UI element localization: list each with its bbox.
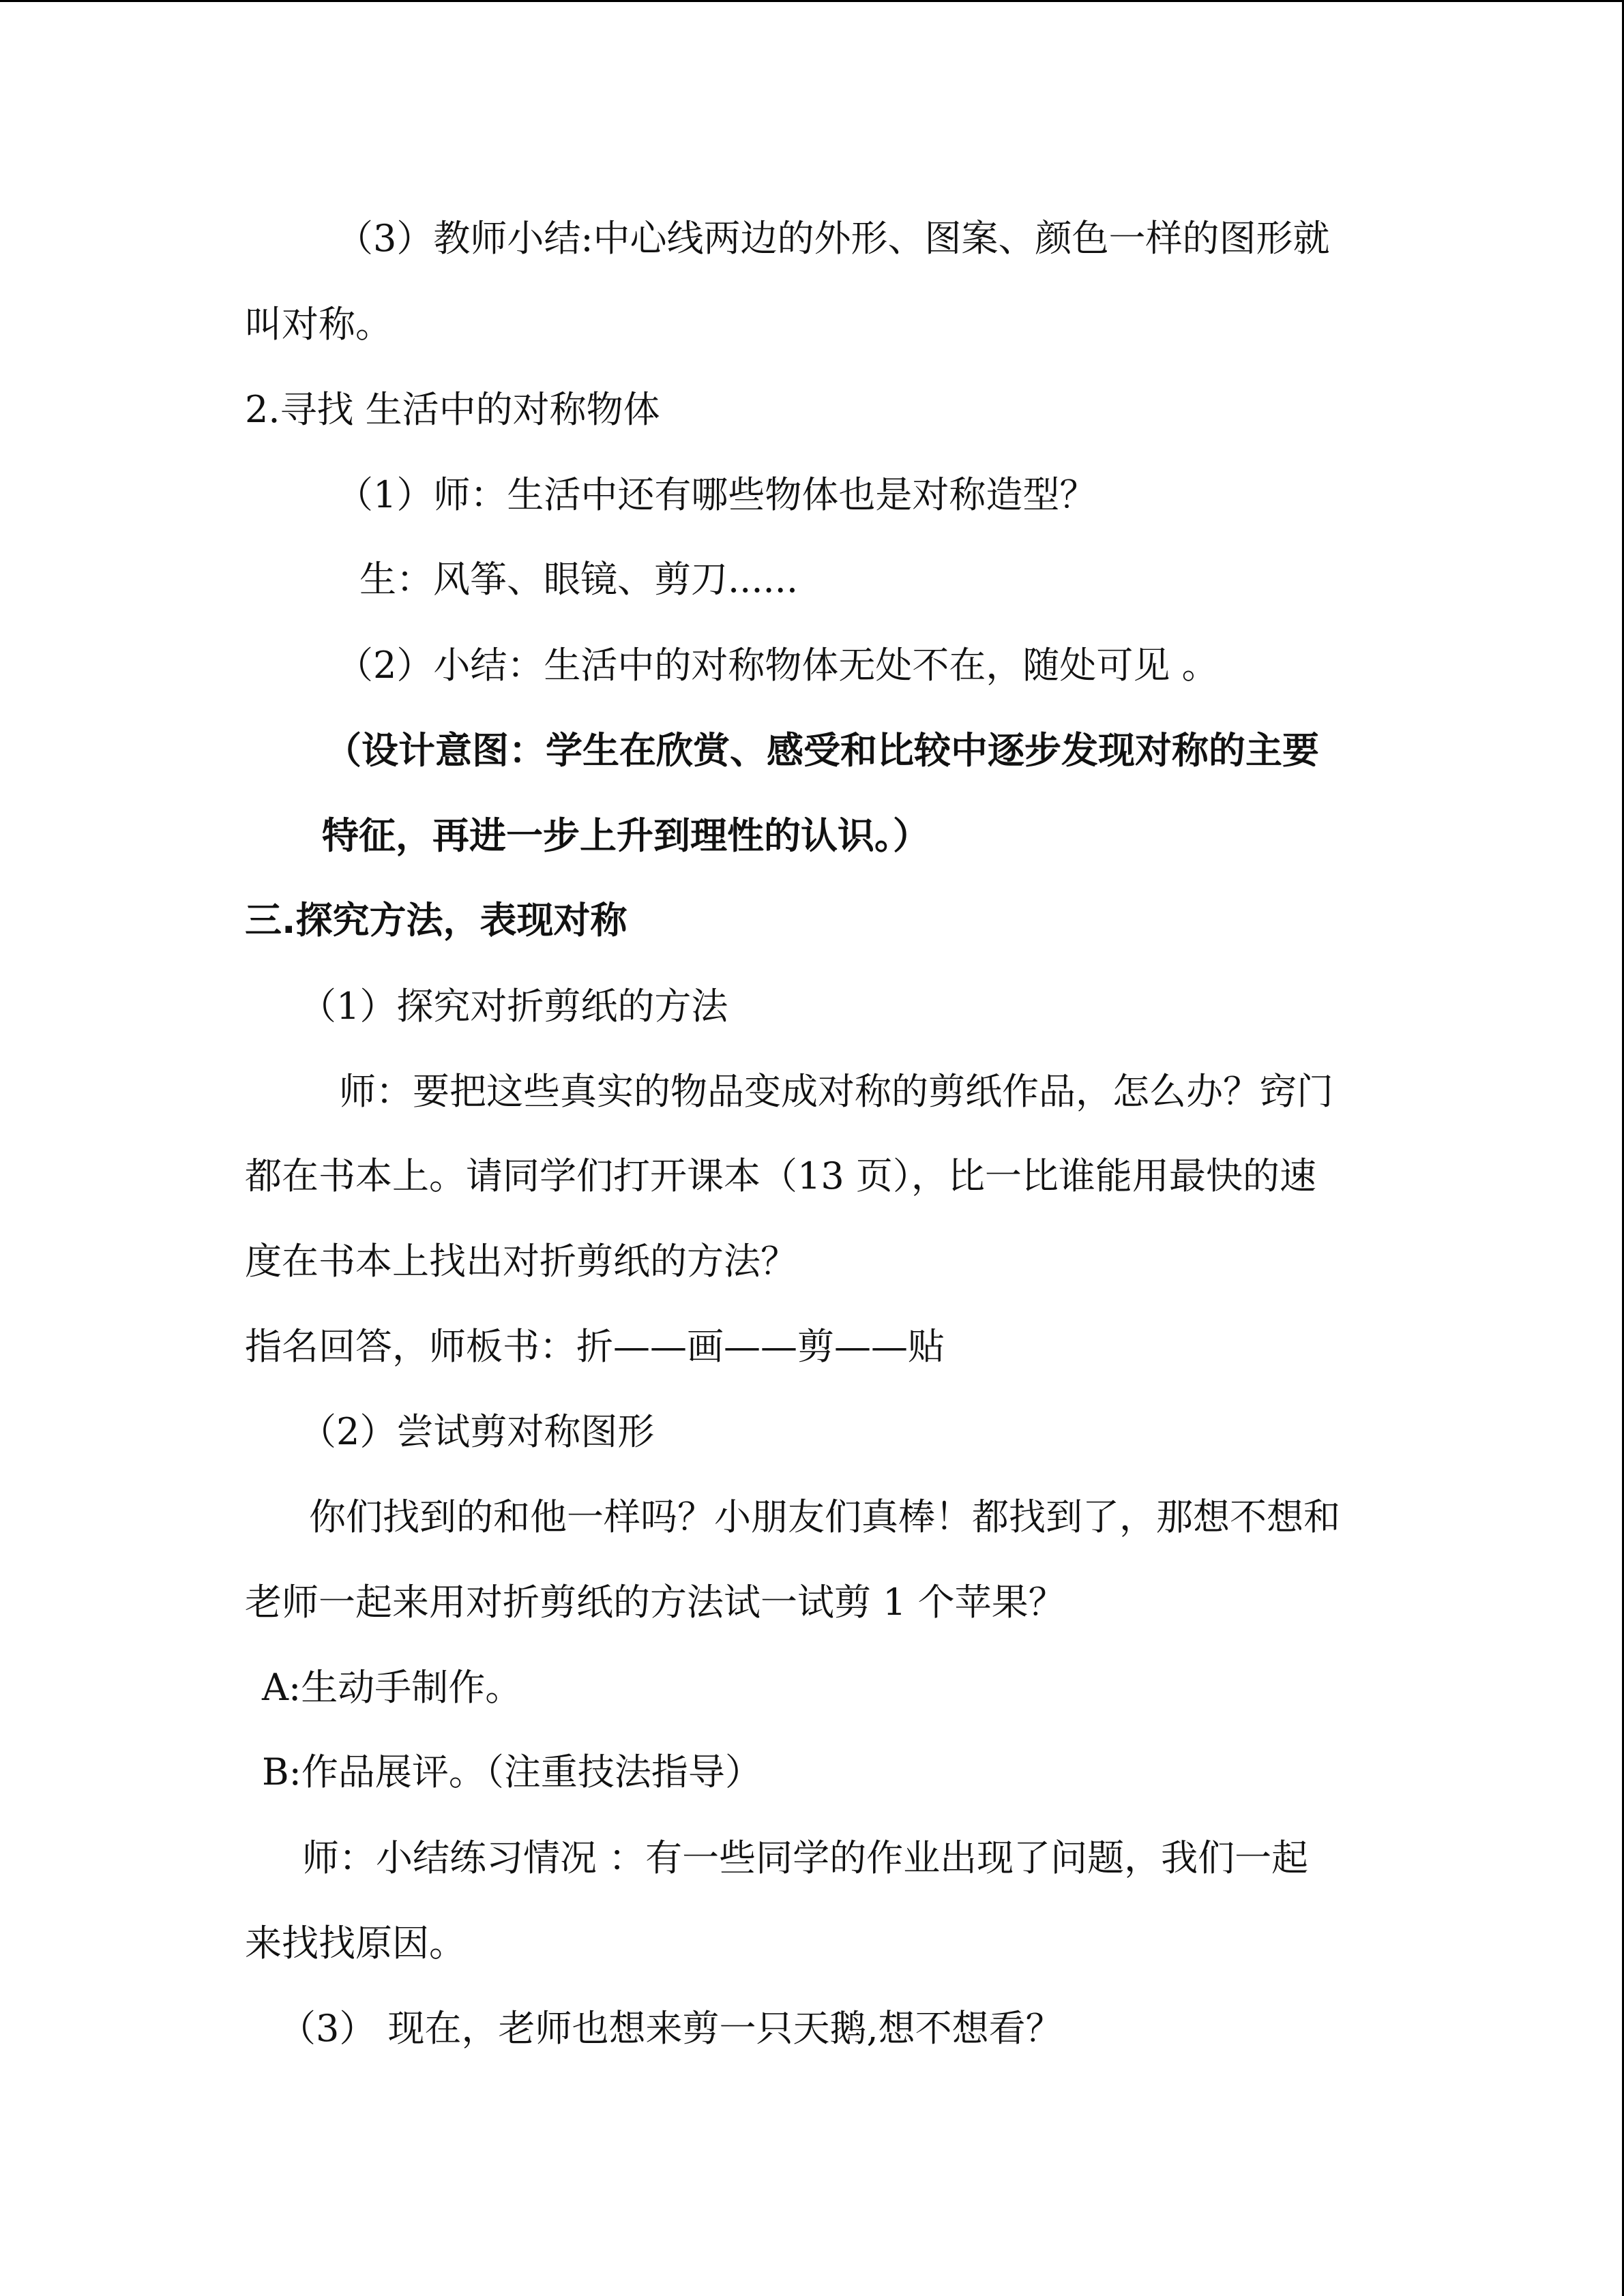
paragraph-line-4: 生：风筝、眼镜、剪刀......	[359, 558, 798, 601]
paragraph-line-8: 都在书本上。请同学们打开课本（13 页），比一比谁能用最快的速	[245, 1154, 1316, 1197]
paragraph-line-5: （2）小结：生活中的对称物体无处不在，随处可见 。	[336, 644, 1219, 687]
paragraph-line-3: （1）师：生活中还有哪些物体也是对称造型？	[336, 473, 1097, 516]
paragraph-line-2: 叫对称。	[245, 303, 392, 346]
paragraph-line-7: 师：要把这些真实的物品变成对称的剪纸作品，怎么办？窍门	[339, 1070, 1333, 1113]
paragraph-line-9: 度在书本上找出对折剪纸的方法？	[245, 1240, 797, 1283]
design-intent-line-2: 特征，再进一步上升到理性的认识。）	[322, 814, 930, 857]
paragraph-line-16: 师：小结练习情况 ：有一些同学的作业出现了问题，我们一起	[302, 1836, 1309, 1879]
paragraph-line-10: 指名回答，师板书：折——画——剪——贴	[245, 1325, 945, 1368]
paragraph-line-18: （3） 现在，老师也想来剪一只天鹅,想不想看？	[279, 2007, 1063, 2050]
design-intent-line-1: （设计意图：学生在欣赏、感受和比较中逐步发现对称的主要	[325, 729, 1319, 772]
section-heading-2: 2.寻找 生活中的对称物体	[245, 388, 660, 431]
paragraph-line-1: （3）教师小结:中心线两边的外形、图案、颜色一样的图形就	[336, 217, 1330, 260]
paragraph-line-15: B:作品展评。（注重技法指导）	[262, 1750, 762, 1793]
section-heading-3: 三.探究方法，表现对称	[245, 899, 628, 942]
paragraph-line-17: 来找找原因。	[245, 1922, 466, 1965]
page-top-border	[0, 0, 1624, 2]
paragraph-line-11: （2）尝试剪对称图形	[299, 1410, 655, 1453]
paragraph-line-14: A:生动手制作。	[262, 1666, 522, 1709]
paragraph-line-12: 你们找到的和他一样吗？小朋友们真棒！都找到了，那想不想和	[309, 1495, 1340, 1538]
paragraph-line-13: 老师一起来用对折剪纸的方法试一试剪 1 个苹果？	[245, 1581, 1065, 1624]
paragraph-line-6: （1）探究对折剪纸的方法	[299, 985, 728, 1028]
